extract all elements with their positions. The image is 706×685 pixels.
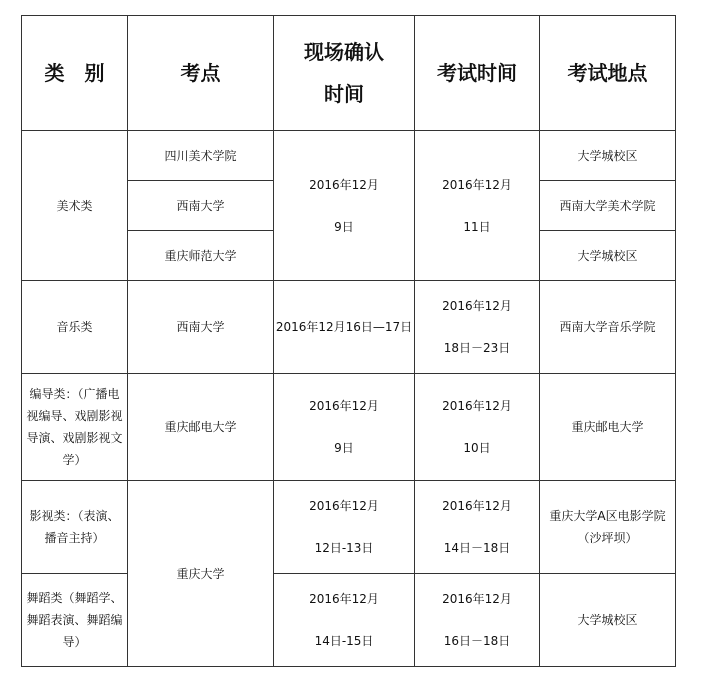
table-row: [22, 574, 676, 667]
exam-time-line2: 14日－18日: [443, 541, 511, 555]
exam-schedule-table: [21, 15, 676, 667]
location-cell: 大学城校区: [540, 131, 676, 181]
location-cell: 大学城校区: [540, 574, 676, 667]
exam-time-line2: 16日－18日: [443, 634, 511, 648]
header-venue: 考点: [128, 16, 274, 131]
header-confirm-time: [274, 16, 415, 131]
category-film: [22, 481, 128, 574]
exam-time-directing: [415, 374, 540, 481]
table-row: [22, 131, 676, 181]
category-music: 音乐类: [22, 281, 128, 374]
category-line: 影视类：（表演、: [29, 509, 120, 523]
exam-time-dance: [415, 574, 540, 667]
location-line: 重庆大学A区电影学院: [549, 509, 666, 523]
exam-time-line2: 10日: [463, 441, 491, 455]
confirm-time-music: 2016年12月16日—17日: [274, 281, 415, 374]
exam-time-line1: 2016年12月: [442, 399, 512, 413]
category-line: 导演、戏剧影视文: [26, 431, 123, 445]
table-row: [22, 281, 676, 374]
exam-time-line1: 2016年12月: [442, 499, 512, 513]
header-exam-time: 考试时间: [415, 16, 540, 131]
confirm-time-film: [274, 481, 415, 574]
exam-time-line1: 2016年12月: [442, 592, 512, 606]
category-line: 导）: [62, 635, 87, 649]
confirm-time-line2: 9日: [334, 219, 354, 234]
venue-cell: 西南大学: [128, 181, 274, 231]
exam-time-line1: 2016年12月: [442, 177, 512, 192]
venue-cell: 重庆大学: [128, 481, 274, 667]
confirm-time-line1: 2016年12月: [309, 177, 379, 192]
category-line: 舞蹈类（舞蹈学、: [26, 591, 123, 605]
category-line: 编导类：（广播电: [29, 387, 120, 401]
location-cell: 大学城校区: [540, 231, 676, 281]
confirm-time-line1: 2016年12月: [309, 499, 379, 513]
location-cell: [540, 481, 676, 574]
venue-cell: 西南大学: [128, 281, 274, 374]
category-line: 学）: [62, 453, 87, 467]
venue-cell: 四川美术学院: [128, 131, 274, 181]
confirm-time-line1: 2016年12月: [309, 399, 379, 413]
category-line: 播音主持）: [44, 531, 105, 545]
table-row: [22, 481, 676, 574]
category-art: 美术类: [22, 131, 128, 281]
location-line: （沙坪坝）: [577, 531, 638, 545]
confirm-time-directing: [274, 374, 415, 481]
confirm-time-dance: [274, 574, 415, 667]
header-confirm-time-line1: 现场确认: [304, 40, 384, 64]
header-row: [22, 16, 676, 131]
exam-time-art: [415, 131, 540, 281]
confirm-time-line2: 12日-13日: [314, 541, 374, 555]
confirm-time-art: [274, 131, 415, 281]
confirm-time-line2: 9日: [334, 441, 354, 455]
confirm-time-line1: 2016年12月: [309, 592, 379, 606]
category-line: 舞蹈表演、舞蹈编: [26, 613, 123, 627]
table-row: [22, 374, 676, 481]
header-category: 类 别: [22, 16, 128, 131]
exam-time-music: [415, 281, 540, 374]
category-line: 视编导、戏剧影视: [26, 409, 123, 423]
category-dance: [22, 574, 128, 667]
exam-time-line2: 18日－23日: [443, 341, 511, 355]
confirm-time-line2: 14日-15日: [314, 634, 374, 648]
location-cell: 西南大学美术学院: [540, 181, 676, 231]
location-cell: 重庆邮电大学: [540, 374, 676, 481]
exam-time-line1: 2016年12月: [442, 299, 512, 313]
header-exam-location: 考试地点: [540, 16, 676, 131]
venue-cell: 重庆邮电大学: [128, 374, 274, 481]
category-directing: [22, 374, 128, 481]
exam-time-line2: 11日: [463, 219, 491, 234]
header-confirm-time-line2: 时间: [324, 82, 364, 106]
venue-cell: 重庆师范大学: [128, 231, 274, 281]
exam-time-film: [415, 481, 540, 574]
location-cell: 西南大学音乐学院: [540, 281, 676, 374]
